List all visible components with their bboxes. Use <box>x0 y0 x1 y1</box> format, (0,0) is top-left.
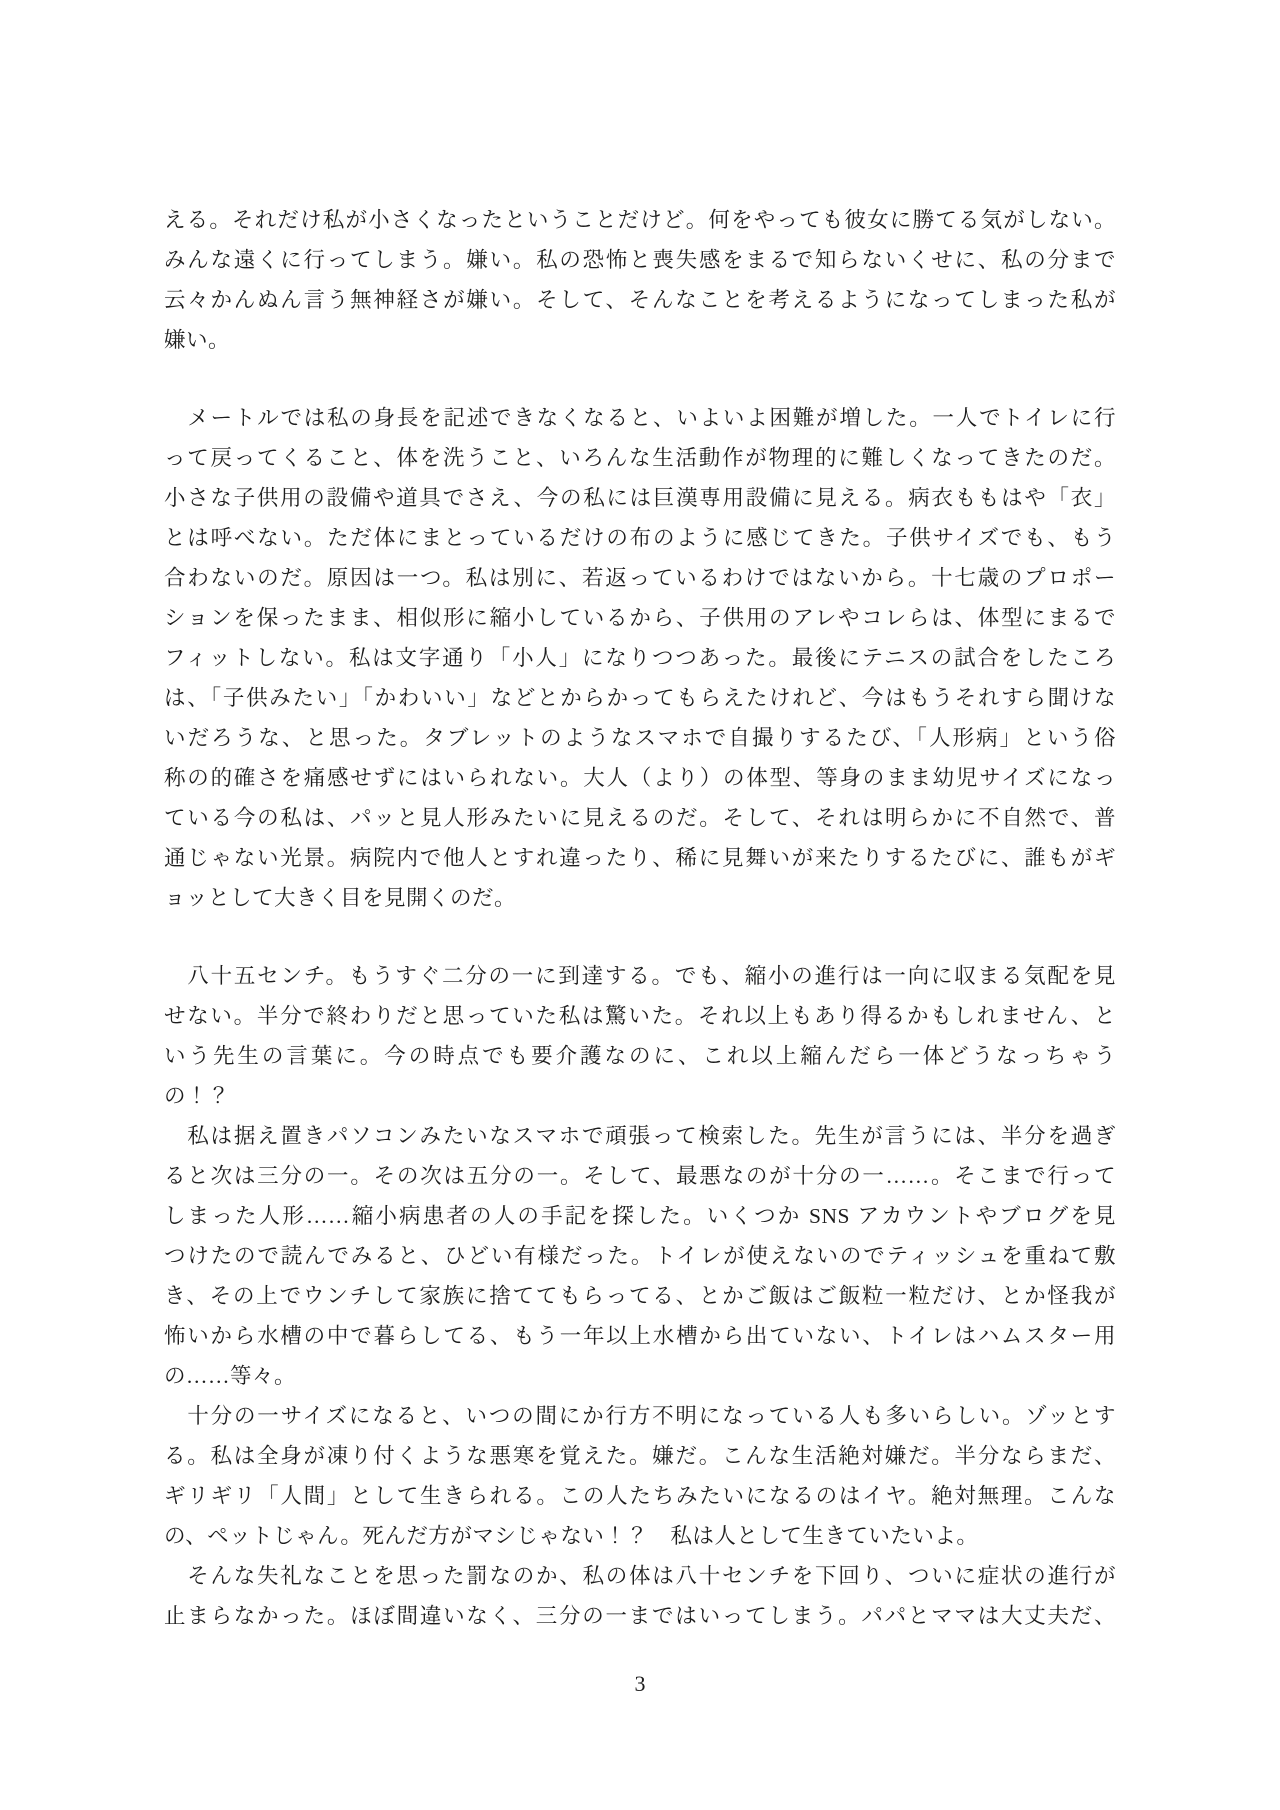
text-line: ギリギリ「人間」として生きられる。この人たちみたいになるのはイヤ。絶対無理。こんな <box>164 1484 1116 1508</box>
text-line: 怖いから水槽の中で暮らしてる、もう一年以上水槽から出ていない、トイレはハムスター用 <box>164 1324 1116 1348</box>
text-line: いう先生の言葉に。今の時点でも要介護なのに、これ以上縮んだら一体どうなっちゃう <box>164 1044 1116 1068</box>
paragraph <box>164 398 1116 918</box>
text-line: は、「子供みたい」「かわいい」などとからかってもらえたけれど、今はもうそれすら聞けな <box>164 686 1116 710</box>
text-line: そんな失礼なことを思った罰なのか、私の体は八十センチを下回り、ついに症状の進行が <box>164 1564 1116 1588</box>
text-line: せない。半分で終わりだと思っていた私は驚いた。それ以上もあり得るかもしれません、と <box>164 1004 1116 1028</box>
text-line: の……等々。 <box>164 1364 297 1388</box>
paragraph <box>164 1116 1116 1396</box>
text-line: 称の的確さを痛感せずにはいられない。大人（より）の体型、等身のまま幼児サイズになっ <box>164 766 1116 790</box>
text-line: き、その上でウンチして家族に捨ててもらってる、とかご飯はご飯粒一粒だけ、とか怪我が <box>164 1284 1116 1308</box>
text-line: 止まらなかった。ほぼ間違いなく、三分の一まではいってしまう。パパとママは大丈夫だ、 <box>164 1604 1116 1628</box>
text-line: 通じゃない光景。病院内で他人とすれ違ったり、稀に見舞いが来たりするたびに、誰もがギ <box>164 846 1116 870</box>
text-line: ると次は三分の一。その次は五分の一。そして、最悪なのが十分の一……。そこまで行って <box>164 1164 1116 1188</box>
text-line: しまった人形……縮小病患者の人の手記を探した。いくつか SNS アカウントやブログを見 <box>164 1204 1116 1228</box>
text-line: つけたので読んでみると、ひどい有様だった。トイレが使えないのでティッシュを重ねて敷 <box>164 1244 1116 1268</box>
text-line: る。私は全身が凍り付くような悪寒を覚えた。嫌だ。こんな生活絶対嫌だ。半分ならまだ、 <box>164 1444 1116 1468</box>
text-line: ョッとして大きく目を見開くのだ。 <box>164 886 517 910</box>
text-line: 八十五センチ。もうすぐ二分の一に到達する。でも、縮小の進行は一向に収まる気配を見 <box>164 964 1116 988</box>
text-line: フィットしない。私は文字通り「小人」になりつつあった。最後にテニスの試合をしたころ <box>164 646 1116 670</box>
text-line: ている今の私は、パッと見人形みたいに見えるのだ。そして、それは明らかに不自然で、普 <box>164 806 1116 830</box>
text-line: いだろうな、と思った。タブレットのようなスマホで自撮りするたび、「人形病」という俗 <box>164 726 1116 750</box>
text-line: みんな遠くに行ってしまう。嫌い。私の恐怖と喪失感をまるで知らないくせに、私の分まで <box>164 248 1116 272</box>
text-line: 私は据え置きパソコンみたいなスマホで頑張って検索した。先生が言うには、半分を過ぎ <box>164 1124 1116 1148</box>
text-line: メートルでは私の身長を記述できなくなると、いよいよ困難が増した。一人でトイレに行 <box>164 406 1116 430</box>
text-line: の！？ <box>164 1084 231 1108</box>
text-line: 十分の一サイズになると、いつの間にか行方不明になっている人も多いらしい。ゾッとす <box>164 1404 1116 1428</box>
text-line: 小さな子供用の設備や道具でさえ、今の私には巨漢専用設備に見える。病衣ももはや「衣」 <box>164 486 1116 510</box>
text-line: の、ペットじゃん。死んだ方がマシじゃない！？ 私は人として生きていたいよ。 <box>164 1524 979 1548</box>
paragraph <box>164 1556 1116 1636</box>
text-line: 云々かんぬん言う無神経さが嫌い。そして、そんなことを考えるようになってしまった私が <box>164 288 1116 312</box>
text-line: える。それだけ私が小さくなったということだけど。何をやっても彼女に勝てる気がしない。 <box>164 208 1116 232</box>
paragraph <box>164 956 1116 1116</box>
paragraph <box>164 200 1116 360</box>
text-line: 嫌い。 <box>164 328 231 352</box>
text-line: って戻ってくること、体を洗うこと、いろんな生活動作が物理的に難しくなってきたのだ。 <box>164 446 1116 470</box>
text-line: とは呼べない。ただ体にまとっているだけの布のように感じてきた。子供サイズでも、もう <box>164 526 1116 550</box>
paragraph <box>164 1396 1116 1556</box>
text-line: ションを保ったまま、相似形に縮小しているから、子供用のアレやコレらは、体型にまるで <box>164 606 1116 630</box>
text-line: 合わないのだ。原因は一つ。私は別に、若返っているわけではないから。十七歳のプロポー <box>164 566 1116 590</box>
document-body <box>164 200 1116 1636</box>
page-number: 3 <box>634 1671 646 1696</box>
